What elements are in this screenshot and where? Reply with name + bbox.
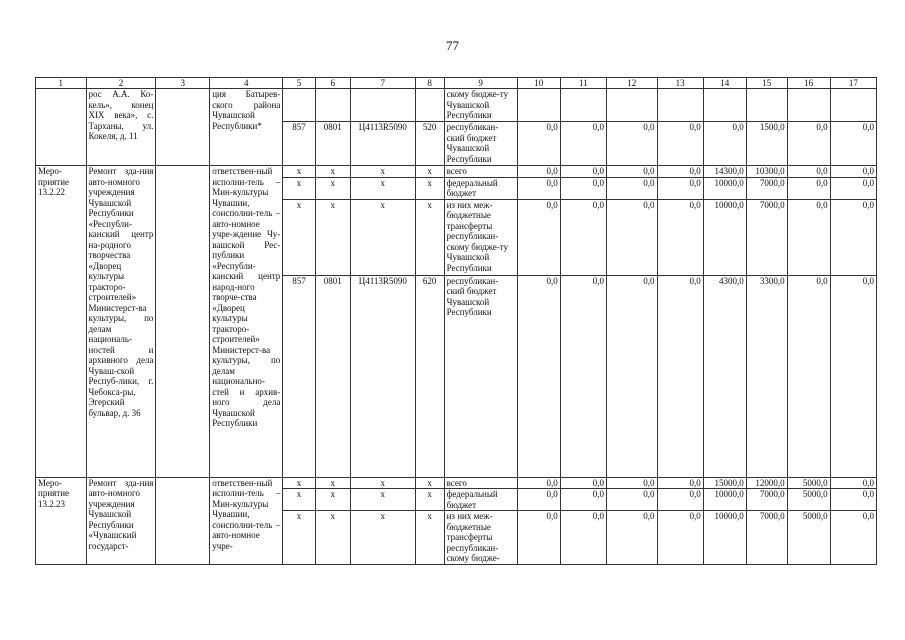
cell-value: 0,0 [517, 199, 560, 275]
cell-source: из них меж-бюджетные трансферты республикан-скому бюдже- [444, 511, 517, 565]
cell-section: х [315, 166, 350, 178]
cell-value: 0,0 [787, 122, 830, 166]
cell [606, 89, 657, 122]
table-row [36, 89, 877, 122]
cell-value: 0,0 [657, 177, 703, 199]
cell-source: федеральный бюджет [444, 489, 517, 511]
cell-target: х [351, 177, 416, 199]
cell-value: 0,0 [560, 177, 606, 199]
cell-value: 0,0 [657, 166, 703, 178]
cell-source: республикан-ский бюджет Чувашской Республики [444, 275, 517, 477]
cell-section: х [315, 177, 350, 199]
column-header: 15 [746, 78, 787, 89]
cell-value: 0,0 [657, 511, 703, 565]
column-header: 4 [210, 78, 283, 89]
cell-value: 0,0 [830, 122, 876, 166]
cell-grbs: х [283, 511, 315, 565]
page-number: 77 [446, 38, 459, 53]
cell [746, 89, 787, 122]
cell-value: 4300,0 [703, 275, 746, 477]
cell-value: 5000,0 [787, 511, 830, 565]
cell-value: 0,0 [703, 122, 746, 166]
column-header: 6 [315, 78, 350, 89]
cell-value: 0,0 [787, 166, 830, 178]
cell-source: всего [444, 166, 517, 178]
column-header: 11 [560, 78, 606, 89]
column-header: 14 [703, 78, 746, 89]
column-header: 5 [283, 78, 315, 89]
cell-section: 0801 [315, 122, 350, 166]
cell-value: 0,0 [606, 275, 657, 477]
cell-grbs: х [283, 177, 315, 199]
cell-executor: ответствен-ный исполни-тель – Мин-культуры Чувашии, соисполни-тель – авто-номное учре- [210, 477, 283, 565]
cell-executor: ция Батырев-ского района Чувашской Республики* [210, 89, 283, 166]
cell [657, 89, 703, 122]
cell-value: 7000,0 [746, 177, 787, 199]
column-header: 1 [36, 78, 87, 89]
cell-section: х [315, 489, 350, 511]
column-header: 10 [517, 78, 560, 89]
cell-section: х [315, 477, 350, 489]
cell-value: 0,0 [830, 477, 876, 489]
cell-value: 0,0 [606, 177, 657, 199]
cell-col3 [156, 166, 210, 478]
column-number-row [36, 78, 877, 89]
cell-value: 10000,0 [703, 489, 746, 511]
cell-target: Ц4113R5090 [351, 275, 416, 477]
cell-value: 0,0 [560, 166, 606, 178]
cell-value: 14300,0 [703, 166, 746, 178]
cell [283, 89, 315, 122]
table-row [36, 166, 877, 178]
cell-value: 0,0 [830, 489, 876, 511]
cell-source: всего [444, 477, 517, 489]
cell-target: Ц4113R5090 [351, 122, 416, 166]
cell-expense-type: х [415, 177, 444, 199]
cell-value: 0,0 [606, 199, 657, 275]
cell-expense-type: х [415, 489, 444, 511]
cell-value: 0,0 [787, 177, 830, 199]
cell-col3 [156, 477, 210, 565]
cell-value: 0,0 [560, 511, 606, 565]
column-header: 17 [830, 78, 876, 89]
cell-target: х [351, 166, 416, 178]
column-header: 9 [444, 78, 517, 89]
cell-grbs: 857 [283, 122, 315, 166]
cell-value: 0,0 [606, 511, 657, 565]
cell-value: 7000,0 [746, 489, 787, 511]
cell-value: 0,0 [787, 275, 830, 477]
cell-value: 15000,0 [703, 477, 746, 489]
cell-expense-type: х [415, 511, 444, 565]
cell-event: Меро-приятие 13.2.23 [36, 477, 87, 565]
cell-source: республикан-ский бюджет Чувашской Республики [444, 122, 517, 166]
cell [415, 89, 444, 122]
cell-expense-type: х [415, 166, 444, 178]
cell-value: 0,0 [517, 275, 560, 477]
cell-value: 0,0 [517, 511, 560, 565]
cell-section: х [315, 199, 350, 275]
cell-value: 0,0 [830, 511, 876, 565]
cell-target: х [351, 199, 416, 275]
column-header: 7 [351, 78, 416, 89]
cell-value: 7000,0 [746, 199, 787, 275]
cell-value: 0,0 [517, 489, 560, 511]
cell-value: 0,0 [517, 477, 560, 489]
cell-target: х [351, 489, 416, 511]
cell-value: 0,0 [560, 275, 606, 477]
cell-value: 0,0 [657, 275, 703, 477]
cell-grbs: х [283, 166, 315, 178]
cell-value: 0,0 [657, 199, 703, 275]
cell-value: 0,0 [560, 122, 606, 166]
cell-value: 1500,0 [746, 122, 787, 166]
cell [560, 89, 606, 122]
cell-value: 0,0 [517, 177, 560, 199]
cell-grbs: х [283, 477, 315, 489]
cell-source: федеральный бюджет [444, 177, 517, 199]
cell-value: 0,0 [606, 489, 657, 511]
cell-value: 10000,0 [703, 511, 746, 565]
cell-value: 0,0 [657, 477, 703, 489]
cell-value: 0,0 [560, 477, 606, 489]
column-header: 16 [787, 78, 830, 89]
cell-value: 0,0 [517, 166, 560, 178]
budget-table [35, 77, 877, 565]
cell [351, 89, 416, 122]
cell [830, 89, 876, 122]
cell-event-name: Ремонт зда-ния авто-номного учреждения Чувашской Республики «Республи-канский центр на-родного творчества «Дворец культуры тракторо-строителей» Министерст-ва культуры, по делам националь-ностей и архивного дела Чуваш-ской Респуб-лики, г. Чебокса-ры, Эгерский бульвар, д. 36 [86, 166, 156, 478]
column-header: 8 [415, 78, 444, 89]
cell-expense-type: х [415, 477, 444, 489]
cell-value: 0,0 [560, 199, 606, 275]
cell-value: 0,0 [657, 122, 703, 166]
cell-grbs: х [283, 199, 315, 275]
cell-event-name: рос А.А. Ко-кель», конец XIX века», с. Тарханы, ул. Кокеля, д. 11 [86, 89, 156, 166]
cell-value: 5000,0 [787, 477, 830, 489]
cell-value: 0,0 [830, 199, 876, 275]
cell-value: 0,0 [560, 489, 606, 511]
cell-value: 0,0 [830, 275, 876, 477]
cell-value: 0,0 [787, 199, 830, 275]
cell-value: 7000,0 [746, 511, 787, 565]
cell-section: 0801 [315, 275, 350, 477]
cell-grbs: х [283, 489, 315, 511]
cell-event: Меро-приятие 13.2.22 [36, 166, 87, 478]
cell-grbs: 857 [283, 275, 315, 477]
column-header: 12 [606, 78, 657, 89]
cell [787, 89, 830, 122]
cell-expense-type: 620 [415, 275, 444, 477]
table-row [36, 477, 877, 489]
cell [703, 89, 746, 122]
cell-event-name: Ремонт зда-ния авто-номного учреждения Чувашской Республики «Чувашский государст- [86, 477, 156, 565]
cell-executor: ответствен-ный исполни-тель – Мин-культуры Чувашии, соисполни-тель – авто-номное учре-ждение Чу-вашской Рес-публики «Республи-канский центр народ-ного творче-ства «Дворец культуры тракторо-строителей» Министерст-ва культуры, по делам национально-стей и архив-ного дела Чувашской Республики [210, 166, 283, 478]
cell-value: 3300,0 [746, 275, 787, 477]
cell [517, 89, 560, 122]
cell-section: х [315, 511, 350, 565]
cell-source: из них меж-бюджетные трансферты республикан-скому бюдже-ту Чувашской Республики [444, 199, 517, 275]
cell-value: 12000,0 [746, 477, 787, 489]
cell-value: 0,0 [657, 489, 703, 511]
cell-value: 10000,0 [703, 199, 746, 275]
column-header: 13 [657, 78, 703, 89]
cell-value: 0,0 [830, 177, 876, 199]
cell-event [36, 89, 87, 166]
column-header: 2 [86, 78, 156, 89]
cell-target: х [351, 511, 416, 565]
cell-target: х [351, 477, 416, 489]
cell-col3 [156, 89, 210, 166]
cell-source: скому бюдже-ту Чувашской Республики [444, 89, 517, 122]
cell-value: 0,0 [606, 477, 657, 489]
column-header: 3 [156, 78, 210, 89]
cell-value: 0,0 [517, 122, 560, 166]
cell-value: 0,0 [606, 122, 657, 166]
cell-value: 5000,0 [787, 489, 830, 511]
cell-expense-type: х [415, 199, 444, 275]
cell-value: 0,0 [830, 166, 876, 178]
cell-value: 10300,0 [746, 166, 787, 178]
cell-value: 10000,0 [703, 177, 746, 199]
cell-value: 0,0 [606, 166, 657, 178]
cell-expense-type: 520 [415, 122, 444, 166]
cell [315, 89, 350, 122]
